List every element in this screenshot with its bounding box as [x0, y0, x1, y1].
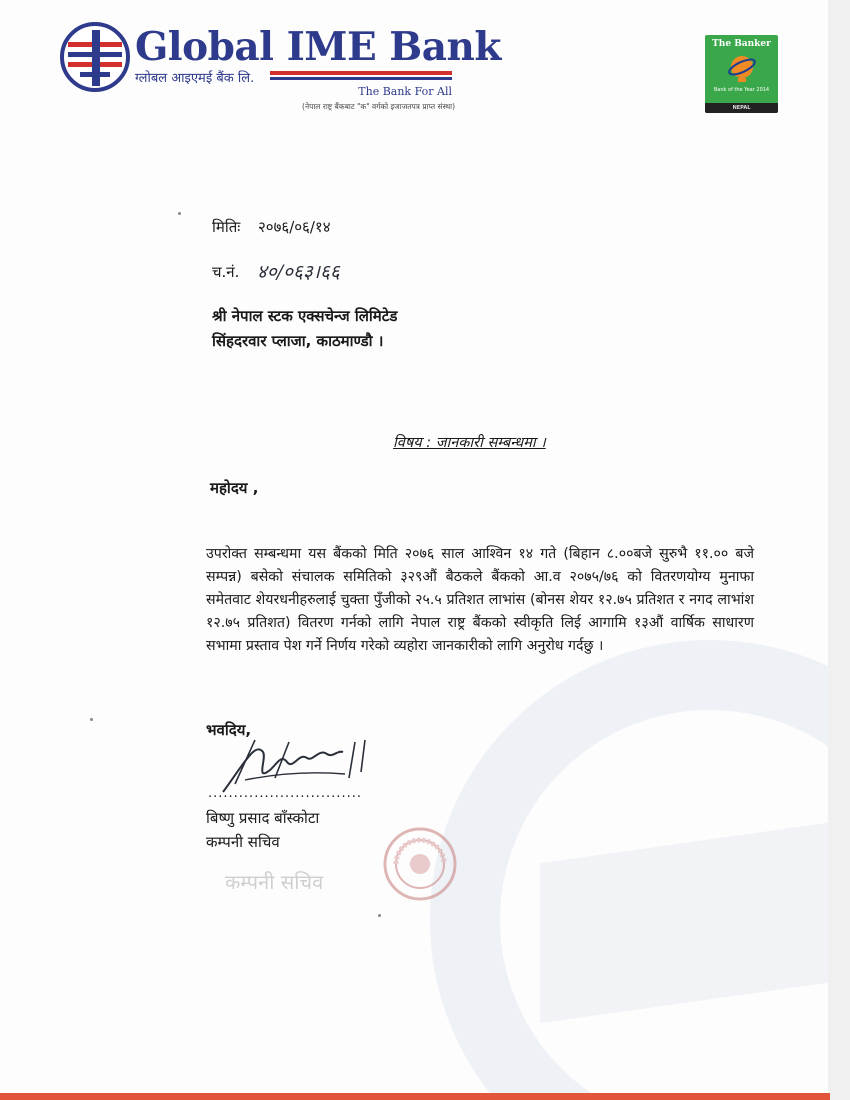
- recipient-name: श्री नेपाल स्टक एक्सचेन्ज लिमिटेड: [212, 307, 398, 325]
- ref-number-handwritten: ४०/०६३।६६: [257, 261, 340, 283]
- award-title: The Banker: [712, 39, 771, 49]
- ref-label: च.नं.: [212, 263, 240, 281]
- banker-award-badge: [705, 35, 778, 113]
- company-seal-icon: [382, 826, 458, 902]
- subject-line: विषय : जानकारी सम्बन्धमा ।: [393, 435, 546, 451]
- letter-body: उपरोक्त सम्बन्धमा यस बैंकको मिति २०७६ साल आश्विन १४ गते (बिहान ८.००बजे सुरुभै ११.०० बजे सम्पन्न) बसेको संचालक समितिको ३२९औं बैठकले बैंकको आ.व २०७५/७६ को वितरणयोग्य मुनाफा समेतवाट शेयरधनीहरुलाई चुक्ता पुँजीको २५.५ प्रतिशत लाभांस (बोनस शेयर १२.७५ प्रतिशत र नगद लाभांश १२.७५ प्रतिशत) वितरण गर्नको लागि नेपाल राष्ट्र बैंकको स्वीकृति लिई आगामि १३औं वार्षिक साधारण सभामा प्रस्ताव पेश गर्ने निर्णय गरेको व्यहोरा जानकारीको लागि अनुरोध गर्दछु ।: [206, 546, 754, 654]
- bank-name: Global IME Bank: [135, 24, 501, 70]
- license-note: (नेपाल राष्ट्र बैंकबाट "क" वर्गको इजाजतपत्र प्राप्त संस्था): [302, 102, 455, 111]
- date-label: मितिः: [212, 218, 241, 236]
- scan-edge: [828, 0, 850, 1100]
- signatory-name: बिष्णु प्रसाद बाँस्कोटा: [206, 809, 320, 827]
- date-value: २०७६/०६/१४: [258, 218, 331, 236]
- signature-line: ..............................: [208, 786, 362, 801]
- award-subtitle: Bank of the Year 2014: [713, 87, 770, 93]
- recipient-address: सिंहदरवार प्लाजा, काठमाण्डौ ।: [212, 332, 384, 350]
- scan-speck: [90, 718, 93, 721]
- award-country: NEPAL: [705, 103, 778, 113]
- letterhead-rule-blue: [270, 77, 452, 80]
- bank-logo-icon: [58, 22, 132, 92]
- bank-name-nepali: ग्लोबल आइएमई बैंक लि.: [135, 71, 255, 86]
- footer-bar: [0, 1093, 830, 1100]
- scan-speck: [378, 914, 381, 917]
- globe-trophy-icon: [727, 52, 757, 84]
- closing: भवदिय,: [206, 721, 252, 739]
- faded-stamp-text: कम्पनी सचिव: [225, 870, 324, 894]
- letterhead-rule-red: [270, 71, 452, 75]
- signatory-title: कम्पनी सचिव: [206, 833, 280, 851]
- scan-speck: [178, 212, 181, 215]
- bank-tagline: The Bank For All: [358, 85, 452, 98]
- salutation: महोदय ,: [210, 479, 259, 497]
